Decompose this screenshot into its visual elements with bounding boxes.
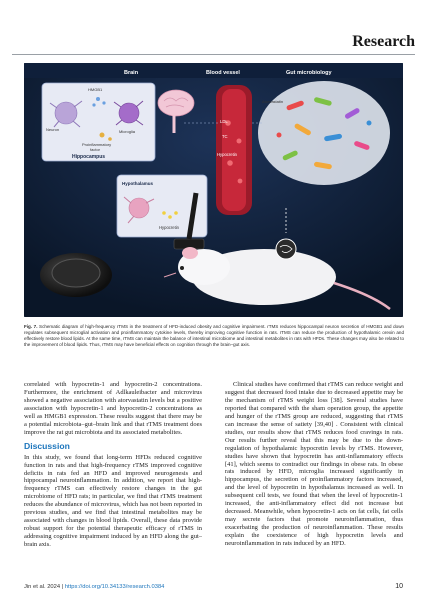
blood-vessel (216, 85, 252, 215)
label-hypocretin-blood: Hypocretin (217, 152, 238, 157)
page-number: 10 (395, 583, 403, 590)
paragraph-intro: correlated with hypocretin-1 and hypocretin-2 concentrations. Furthermore, the enrichment of Adlkauleibacter and microvirus showed a negative association with atorvastatin levels but a positive association with hypocretin-1 and hypocretin-2 concentrations as well as HMGB1 expression. These results suggest that there may be a potential microbiota–gut–brain link and that rTMS treatment does improve the rat gut microbiota and its associated metabolites. (24, 381, 202, 436)
figure-illustration (24, 63, 403, 317)
label-hypothalamus: Hypothalamus (122, 181, 154, 186)
discussion-heading: Discussion (24, 440, 70, 451)
caption-label: Fig. 7. (24, 324, 38, 329)
label-microglia: Microglia (119, 129, 136, 134)
panel-title-gut: Gut microbiology (286, 70, 332, 76)
panel-title-blood-vessel: Blood vessel (206, 70, 240, 76)
label-tc: TC (222, 134, 228, 139)
gut-microbiology-panel (258, 81, 390, 185)
right-column (225, 381, 403, 548)
journal-section-title: Research (352, 33, 415, 50)
hippocampus-panel (42, 83, 155, 161)
figure-caption (24, 324, 404, 348)
left-column (24, 381, 202, 549)
label-factor: factor (90, 147, 101, 152)
panel-title-brain: Brain (124, 70, 139, 76)
label-hmgb1: HMGB1 (88, 87, 103, 92)
figure-7-schematic (24, 63, 403, 317)
paragraph-clinical-studies: Clinical studies have confirmed that rTMS can reduce weight and suggest that decreased food intake due to decreased appetite may be the mechanism of rTMS weight loss [38]. Several studies have reported that compared with the sham operation group, the appetite and hunger of the rTMS group are reduced, suggesting that rTMS can increase the sense of satiety [39,40] . Consistent with clinical studies, our results show that rTMS reduces food cravings in rats. Our results further reveal that this may be due to the down-regulation of hypothalamic hypocretin levels by rTMS. However, studies have shown that hypocretin has anti-inflammatory effects [41], which seems to contradict our findings in obese rats. In obese rats induced by HFD, microglia increased significantly in hippocampus, the secretion of proinflammatory factors increased, and the level of hypocretin in hypothalamus increased as well. In subsequent cell tests, we found that when the level of hypocretin-1 increased, the anti-inflammatory effect did not increase but decreased. Meanwhile, when hypocretin-1 acts on fat cells, fat cells may secrete factors that promote neuroinflammation, thus exacerbating the production of neuroinflammation. These results explain the coexistence of high hypocretin levels and neuroinflammation in rats induced by an HFD. (225, 381, 403, 548)
label-proinflammatory: Proinflammatory (82, 142, 112, 147)
label-neuron: Neuron (46, 127, 60, 132)
label-ldl: LDL (220, 119, 228, 124)
doi-link[interactable]: https://doi.org/10.34133/research.0384 (64, 584, 165, 590)
label-hypocretin-brain: Hypocretin (159, 225, 180, 230)
caption-text: Schematic diagram of high-frequency rTMS in the treatment of HFD-induced obesity and cognitive impairment. rTMS reduces hippocampal neuron secretion of HMGB1 and down regulates subsequent microglial activation and proinflammatory cytokine levels, thereby improving cognitive function in rats. rTMS can reduce the production of hypothalamic orexin and effectively restore blood lipids. At the same time, rTMS can maintain the balance of intestinal microbiome and intestinal metabolites in rats with HFDs. These changes may also be related to the improvement of blood lipids. Thus, rTMS may have beneficial effects on cognition through the brain–gut axis. (24, 324, 405, 348)
label-atorvastatin: Atorvastatin (262, 99, 284, 104)
label-hippocampus: Hippocampus (72, 154, 106, 160)
paragraph-discussion: In this study, we found that long-term HFDs reduced cognitive function in rats and that high-frequency rTMS improved cognitive deficits in rats fed an HFD and improved neurogenesis and hippocampal neuroinflammation. In addition, we report that high-frequency rTMS can effectively restore changes in the gut microbiome of HFD rats; in particular, we find that rTMS treatment reduces the abundance of microvirus, which has not been reported in previous studies, and we find that intestinal metabolites may be associated with changes in blood lipids. Overall, these data provide robust support for the potential therapeutic efficacy of rTMS in addressing cognitive impairment induced by an HFD along the gut–brain axis. (24, 453, 202, 549)
header-divider (12, 54, 415, 55)
citation-text: Jin et al. 2024 | (24, 584, 65, 590)
footer-citation (24, 584, 164, 590)
